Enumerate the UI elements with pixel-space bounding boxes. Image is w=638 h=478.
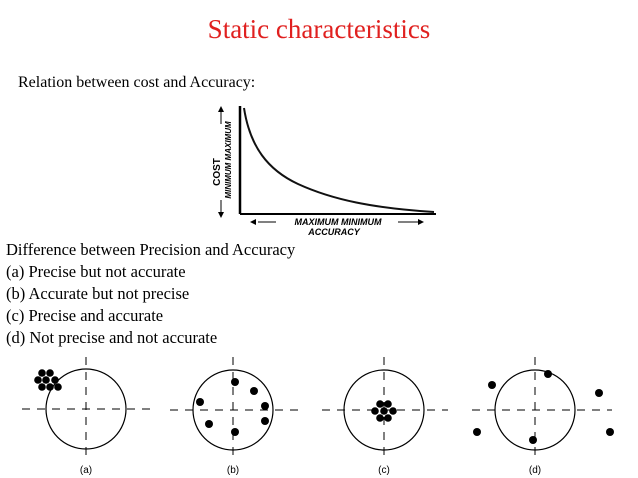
list-item-c: (c) Precise and accurate	[6, 306, 164, 325]
target-label-a: (a)	[79, 465, 93, 476]
precision-accuracy-targets	[0, 352, 638, 476]
target-c	[322, 357, 448, 476]
target-a	[22, 357, 150, 476]
slide-title: Static characteristics	[207, 14, 431, 44]
list-item-a: (a) Precise but not accurate	[6, 262, 186, 281]
cluster-dots-a	[34, 369, 62, 391]
slide-subtitle: Relation between cost and Accuracy:	[18, 74, 256, 91]
target-label-b: (b)	[226, 465, 240, 476]
accuracy-range-label: MAXIMUM MINIMUM	[294, 217, 382, 227]
list-item-d: (d) Not precise and not accurate	[6, 328, 218, 347]
target-label-d: (d)	[528, 465, 542, 476]
accuracy-arrowhead-right	[418, 219, 424, 225]
cost-curve	[244, 108, 434, 212]
list-item-b: (b) Accurate but not precise	[6, 284, 190, 303]
target-b	[170, 357, 298, 476]
cost-arrowhead-down	[218, 212, 224, 218]
cost-arrowhead-up	[218, 106, 224, 112]
target-d	[472, 357, 614, 476]
cost-accuracy-graph	[198, 102, 448, 237]
accuracy-arrowhead-left	[250, 219, 256, 225]
cost-axis-label: COST	[212, 158, 223, 186]
scattered-dots-d	[473, 370, 614, 444]
target-label-c: (c)	[378, 465, 390, 476]
accuracy-axis-label: ACCURACY	[308, 227, 360, 237]
precision-heading: Difference between Precision and Accuracy	[6, 240, 296, 259]
cost-range-label: MINIMUM MAXIMUM	[224, 121, 233, 199]
